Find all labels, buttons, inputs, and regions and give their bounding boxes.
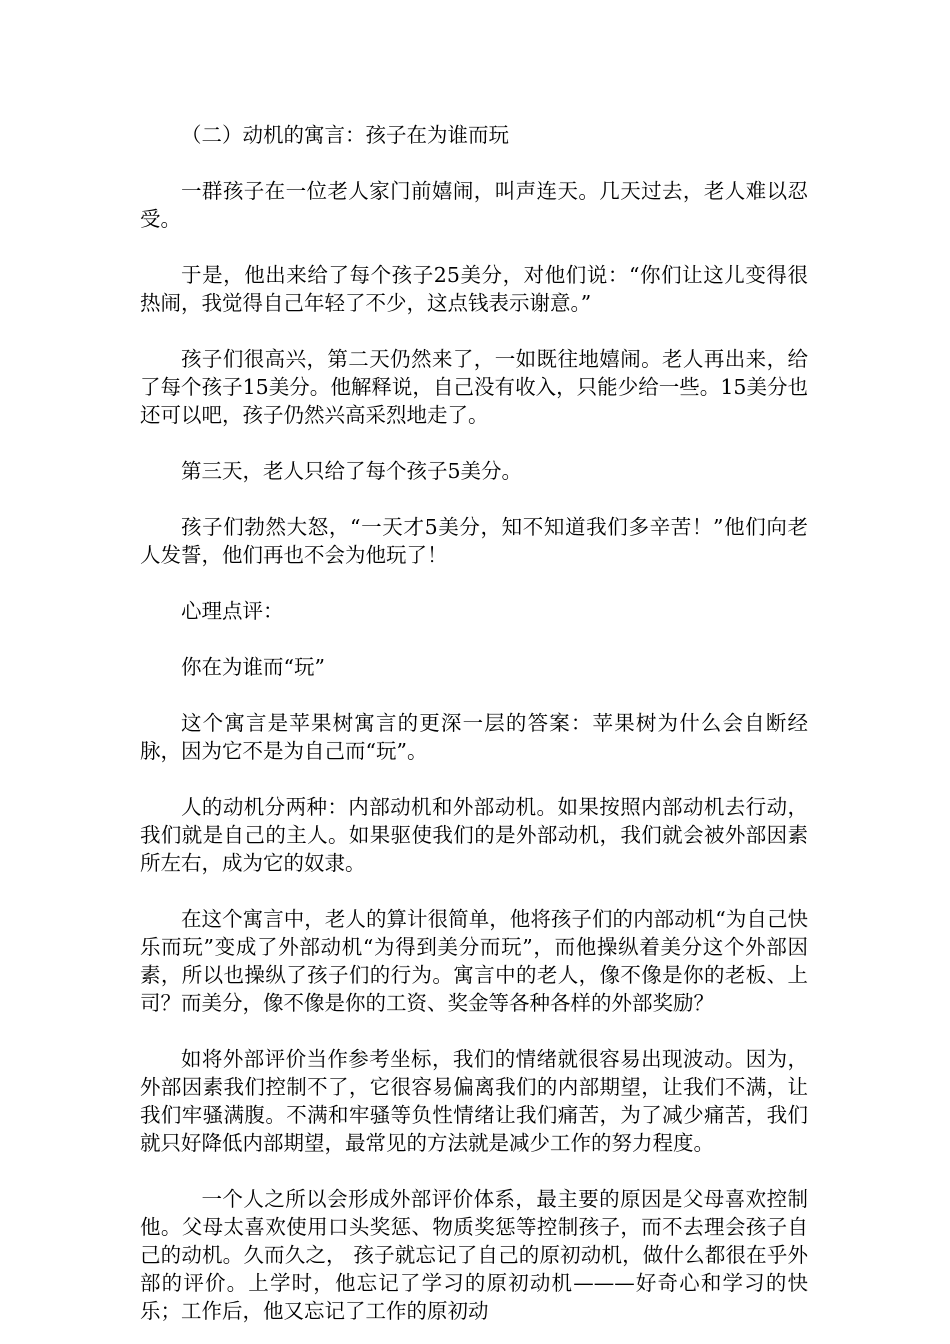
paragraph-5: 孩子们勃然大怒，“一天才5美分，知不知道我们多辛苦！”他们向老人发誓，他们再也不会为他玩了！	[140, 515, 808, 567]
paragraph-6: 这个寓言是苹果树寓言的更深一层的答案：苹果树为什么会自断经脉，因为它不是为自己而“玩”。	[140, 711, 808, 763]
commentary-heading: 心理点评：	[181, 599, 284, 623]
paragraph-10: 一个人之所以会形成外部评价体系，最主要的原因是父母喜欢控制他。父母太喜欢使用口头奖惩、物质奖惩等控制孩子，而不去理会孩子自己的动机。久而久之， 孩子就忘记了自己的原初动机，做什么都很在乎外部的评价。上学时，他忘记了学习的原初动机———好奇心和学习的快乐；工作后，他又忘记了工作的原初动	[140, 1187, 808, 1323]
paragraph-9: 如将外部评价当作参考坐标，我们的情绪就很容易出现波动。因为，外部因素我们控制不了，它很容易偏离我们的内部期望，让我们不满，让我们牢骚满腹。不满和牢骚等负性情绪让我们痛苦，为了减少痛苦，我们就只好降低内部期望，最常见的方法就是减少工作的努力程度。	[140, 1047, 808, 1155]
paragraph-4: 第三天，老人只给了每个孩子5美分。	[181, 459, 523, 483]
section-title: （二）动机的寓言：孩子在为谁而玩	[181, 123, 509, 147]
paragraph-3: 孩子们很高兴，第二天仍然来了，一如既往地嬉闹。老人再出来，给了每个孩子15美分。他解释说，自己没有收入，只能少给一些。15美分也还可以吧，孩子仍然兴高采烈地走了。	[140, 347, 808, 427]
document-body	[140, 121, 808, 1325]
commentary-subheading: 你在为谁而“玩”	[181, 655, 325, 679]
paragraph-7: 人的动机分两种：内部动机和外部动机。如果按照内部动机去行动，我们就是自己的主人。如果驱使我们的是外部动机，我们就会被外部因素所左右，成为它的奴隶。	[140, 795, 808, 875]
paragraph-8: 在这个寓言中，老人的算计很简单，他将孩子们的内部动机“为自己快乐而玩”变成了外部动机“为得到美分而玩”，而他操纵着美分这个外部因素，所以也操纵了孩子们的行为。寓言中的老人，像不像是你的老板、上司？而美分，像不像是你的工资、奖金等各种各样的外部奖励？	[140, 907, 808, 1015]
paragraph-1: 一群孩子在一位老人家门前嬉闹，叫声连天。几天过去，老人难以忍受。	[140, 179, 808, 231]
paragraph-2: 于是，他出来给了每个孩子25美分，对他们说：“你们让这儿变得很热闹，我觉得自己年轻了不少，这点钱表示谢意。”	[140, 263, 808, 315]
